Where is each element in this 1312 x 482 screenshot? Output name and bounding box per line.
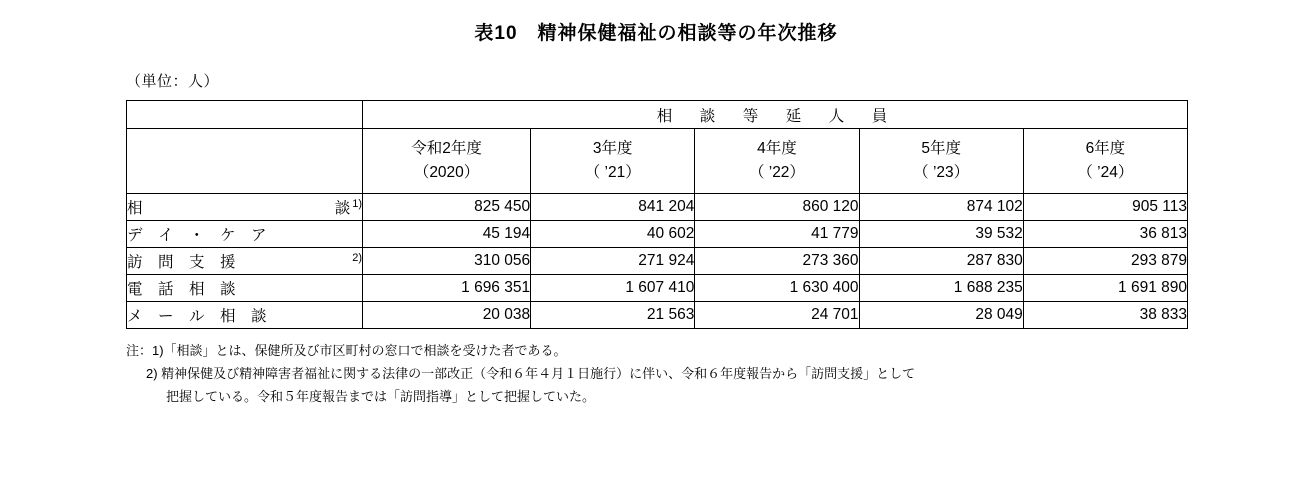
- row-label-soudan: [127, 194, 363, 221]
- footnote-2: 2) 精神保健及び精神障害者福祉に関する法律の一部改正（令和６年４月１日施行）に伴い、令和６年度報告から「訪問支援」として: [146, 365, 916, 381]
- column-header-year-3-line1: 4年度: [757, 139, 797, 157]
- table-row: [127, 302, 1188, 329]
- row-label-daycare-left: デ イ ・ ケ ア: [127, 227, 267, 244]
- table-row: [127, 248, 1188, 275]
- row-label-mailsoudan-left: メ ー ル 相 談: [127, 308, 267, 325]
- table-row: [127, 221, 1188, 248]
- cell-denwasoudan-2021: 1 607 410: [531, 275, 695, 302]
- table-row: [127, 275, 1188, 302]
- column-header-year-2: [531, 129, 695, 194]
- row-label-soudan-footnote-marker: 1): [352, 197, 362, 210]
- table-header-group-row: [127, 101, 1188, 129]
- cell-daycare-2023: 39 532: [859, 221, 1023, 248]
- document-page: [0, 18, 1312, 482]
- cell-houmonshien-2020: 310 056: [363, 248, 531, 275]
- column-header-year-1: [363, 129, 531, 194]
- cell-soudan-2024: 905 113: [1023, 194, 1187, 221]
- cell-daycare-2024: 36 813: [1023, 221, 1187, 248]
- column-header-year-1-line1: 令和2年度: [411, 139, 482, 157]
- row-label-daycare: [127, 221, 363, 248]
- column-header-year-2-line2: （ ’21）: [584, 164, 641, 181]
- unit-label: （単位：人）: [126, 73, 220, 90]
- cell-houmonshien-2023: 287 830: [859, 248, 1023, 275]
- table-header-year-row: [127, 129, 1188, 194]
- cell-houmonshien-2021: 271 924: [531, 248, 695, 275]
- cell-mailsoudan-2022: 24 701: [695, 302, 859, 329]
- column-header-year-4-line1: 5年度: [921, 139, 961, 157]
- column-header-year-3-line2: （ ’22）: [748, 164, 805, 181]
- column-header-year-4-line2: （ ’23）: [913, 164, 970, 181]
- cell-denwasoudan-2023: 1 688 235: [859, 275, 1023, 302]
- cell-soudan-2021: 841 204: [531, 194, 695, 221]
- column-header-year-5-line2: （ ’24）: [1077, 164, 1134, 181]
- cell-mailsoudan-2021: 21 563: [531, 302, 695, 329]
- row-label-houmonshien-footnote-marker: 2): [352, 251, 362, 264]
- column-header-year-5: [1023, 129, 1187, 194]
- table-row: [127, 194, 1188, 221]
- cell-daycare-2022: 41 779: [695, 221, 859, 248]
- statistics-table: [126, 100, 1188, 329]
- cell-houmonshien-2022: 273 360: [695, 248, 859, 275]
- row-label-denwasoudan: [127, 275, 363, 302]
- table-corner-cell-2: [127, 129, 363, 194]
- row-label-houmonshien-left: 訪 問 支 援: [127, 254, 236, 271]
- footnote-2-continued: 把握している。令和５年度報告までは「訪問指導」として把握していた。: [166, 388, 596, 404]
- row-label-denwasoudan-left: 電 話 相 談: [127, 281, 236, 298]
- column-group-header: 相 談 等 延 人 員: [363, 101, 1188, 129]
- column-header-year-2-line1: 3年度: [592, 139, 633, 157]
- cell-soudan-2020: 825 450: [363, 194, 531, 221]
- row-label-houmonshien: [127, 248, 363, 275]
- cell-daycare-2021: 40 602: [531, 221, 695, 248]
- row-label-soudan-right: 談: [334, 200, 351, 217]
- column-header-year-5-line1: 6年度: [1085, 139, 1126, 157]
- cell-denwasoudan-2024: 1 691 890: [1023, 275, 1187, 302]
- page-title: 表10 精神保健福祉の相談等の年次推移: [474, 23, 838, 44]
- column-header-year-3: [695, 129, 859, 194]
- cell-denwasoudan-2022: 1 630 400: [695, 275, 859, 302]
- cell-soudan-2023: 874 102: [859, 194, 1023, 221]
- row-label-soudan-left: 相: [127, 200, 143, 217]
- cell-mailsoudan-2024: 38 833: [1023, 302, 1187, 329]
- footnote-1: 注：1)「相談」とは、保健所及び市区町村の窓口で相談を受けた者である。: [126, 343, 567, 358]
- cell-mailsoudan-2023: 28 049: [859, 302, 1023, 329]
- table-corner-cell: [127, 101, 363, 129]
- row-label-mailsoudan: [127, 302, 363, 329]
- cell-daycare-2020: 45 194: [363, 221, 531, 248]
- column-header-year-1-line2: （2020）: [413, 164, 480, 181]
- cell-soudan-2022: 860 120: [695, 194, 859, 221]
- column-header-year-4: [859, 129, 1023, 194]
- cell-houmonshien-2024: 293 879: [1023, 248, 1187, 275]
- cell-mailsoudan-2020: 20 038: [363, 302, 531, 329]
- cell-denwasoudan-2020: 1 696 351: [363, 275, 531, 302]
- footnotes: [126, 340, 1226, 408]
